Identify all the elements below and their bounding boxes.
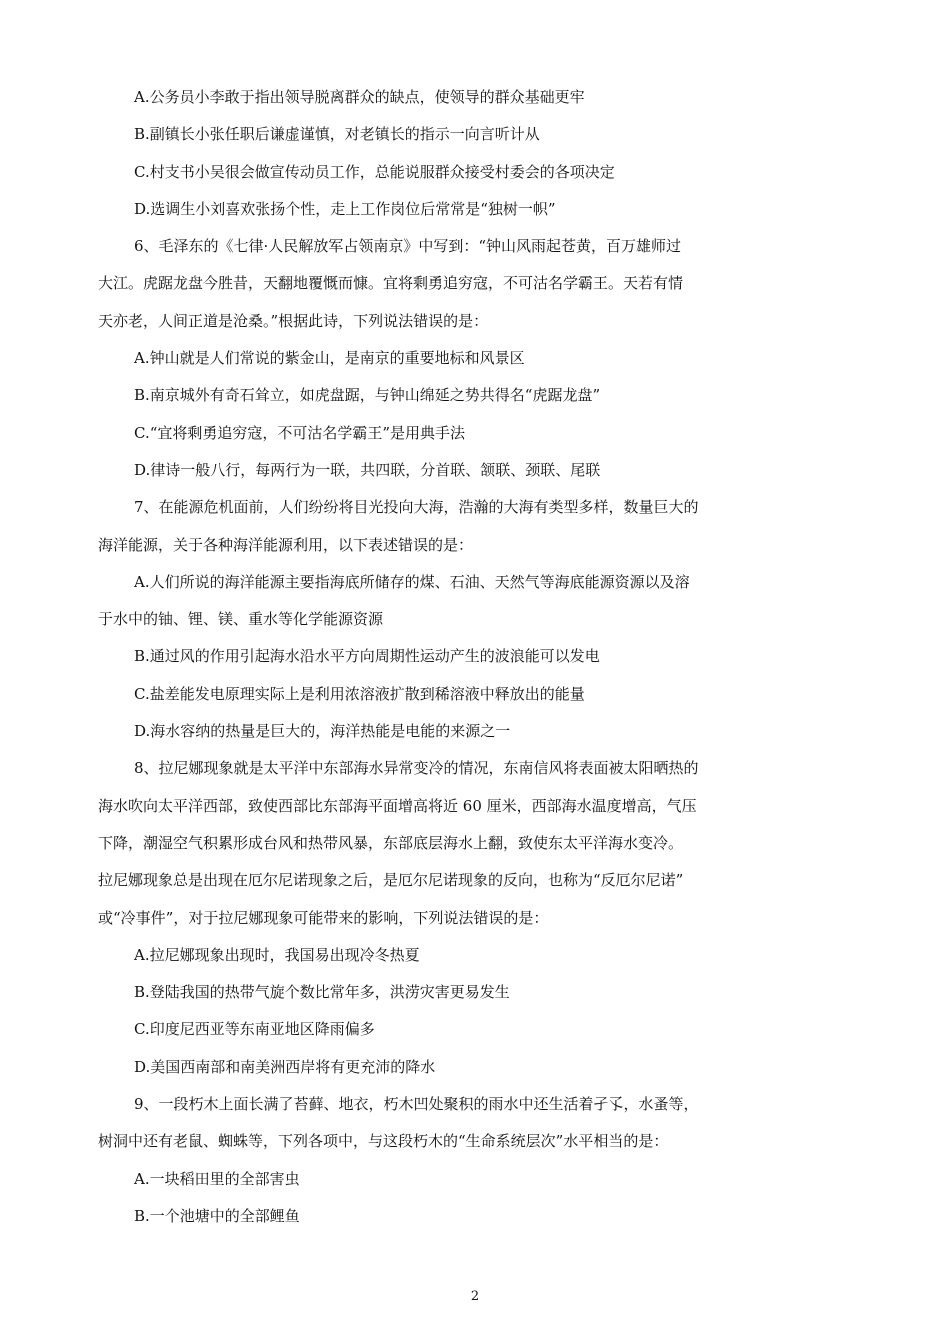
question-7-line-1: 7、在能源危机面前，人们纷纷将目光投向大海，浩瀚的大海有类型多样，数量巨大的	[134, 498, 699, 517]
question-8-line-3: 下降，潮湿空气积累形成台风和热带风暴，东部底层海水上翻，致使东太平洋海水变冷。	[98, 833, 684, 852]
question-8	[98, 750, 770, 936]
question-6-line-1: 6、毛泽东的《七律·人民解放军占领南京》中写到：“钟山风雨起苍黄，百万雄师过	[134, 237, 681, 256]
question-8-line-4: 拉尼娜现象总是出现在厄尔尼诺现象之后，是厄尔尼诺现象的反向，也称为“反厄尔尼诺”	[98, 871, 684, 890]
q8-option-d: D.美国西南部和南美洲西岸将有更充沛的降水	[134, 1057, 436, 1076]
question-9	[98, 1086, 770, 1161]
question-8-line-5: 或“冷事件”，对于拉尼娜现象可能带来的影响，下列说法错误的是：	[98, 908, 549, 927]
q7-option-b: B.通过风的作用引起海水沿水平方向周期性运动产生的波浪能可以发电	[134, 647, 600, 666]
q9-option-a: A.一块稻田里的全部害虫	[134, 1169, 300, 1188]
q9-option-b: B.一个池塘中的全部鲤鱼	[134, 1206, 300, 1225]
q8-option-c: C.印度尼西亚等东南亚地区降雨偏多	[134, 1020, 375, 1039]
q7-option-a	[98, 564, 770, 639]
q5-option-a: A.公务员小李敢于指出领导脱离群众的缺点，使领导的群众基础更牢	[134, 88, 585, 106]
q8-option-a: A.拉尼娜现象出现时，我国易出现冷冬热夏	[134, 945, 420, 964]
q7-option-c: C.盐差能发电原理实际上是利用浓溶液扩散到稀溶液中释放出的能量	[134, 684, 585, 703]
q6-option-d: D.律诗一般八行，每两行为一联，共四联，分首联、颔联、颈联、尾联	[134, 460, 601, 479]
q6-option-b: B.南京城外有奇石耸立，如虎盘踞，与钟山绵延之势共得名“虎踞龙盘”	[134, 386, 601, 405]
question-9-line-2: 树洞中还有老鼠、蜘蛛等，下列各项中，与这段朽木的“生命系统层次”水平相当的是：	[98, 1132, 669, 1151]
page-content	[98, 79, 770, 1235]
q6-option-c: C.“宜将剩勇追穷寇，不可沽名学霸王”是用典手法	[134, 423, 466, 442]
q7-option-a-line-2: 于水中的铀、锂、镁、重水等化学能源资源	[98, 610, 384, 629]
q8-option-b: B.登陆我国的热带气旋个数比常年多，洪涝灾害更易发生	[134, 983, 510, 1002]
page-number: 2	[470, 1289, 480, 1304]
question-6-line-2: 大江。虎踞龙盘今胜昔，天翻地覆慨而慷。宜将剩勇追穷寇，不可沽名学霸王。天若有情	[98, 274, 684, 293]
question-8-line-2: 海水吹向太平洋西部，致使西部比东部海平面增高将近 60 厘米，西部海水温度增高，气压	[98, 796, 697, 815]
question-9-line-1: 9、一段朽木上面长满了苔藓、地衣，朽木凹处聚积的雨水中还生活着孑孓，水蚤等，	[134, 1095, 699, 1114]
q5-option-c: C.村支书小吴很会做宣传动员工作，总能说服群众接受村委会的各项决定	[134, 162, 615, 181]
question-6-line-3: 天亦老，人间正道是沧桑。”根据此诗，下列说法错误的是：	[98, 311, 489, 330]
question-7	[98, 489, 770, 564]
question-7-line-2: 海洋能源，关于各种海洋能源利用，以下表述错误的是：	[98, 535, 474, 554]
q7-option-d: D.海水容纳的热量是巨大的，海洋热能是电能的来源之一	[134, 722, 511, 741]
q5-option-b: B.副镇长小张任职后谦虚谨慎，对老镇长的指示一向言听计从	[134, 125, 540, 144]
question-8-line-1: 8、拉尼娜现象就是太平洋中东部海水异常变冷的情况，东南信风将表面被太阳晒热的	[134, 759, 699, 778]
question-6	[98, 228, 770, 340]
q5-option-d: D.选调生小刘喜欢张扬个性，走上工作岗位后常常是“独树一帜”	[134, 199, 556, 218]
q7-option-a-line-1: A.人们所说的海洋能源主要指海底所储存的煤、石油、天然气等海底能源资源以及溶	[134, 572, 690, 591]
q6-option-a: A.钟山就是人们常说的紫金山，是南京的重要地标和风景区	[134, 349, 525, 368]
